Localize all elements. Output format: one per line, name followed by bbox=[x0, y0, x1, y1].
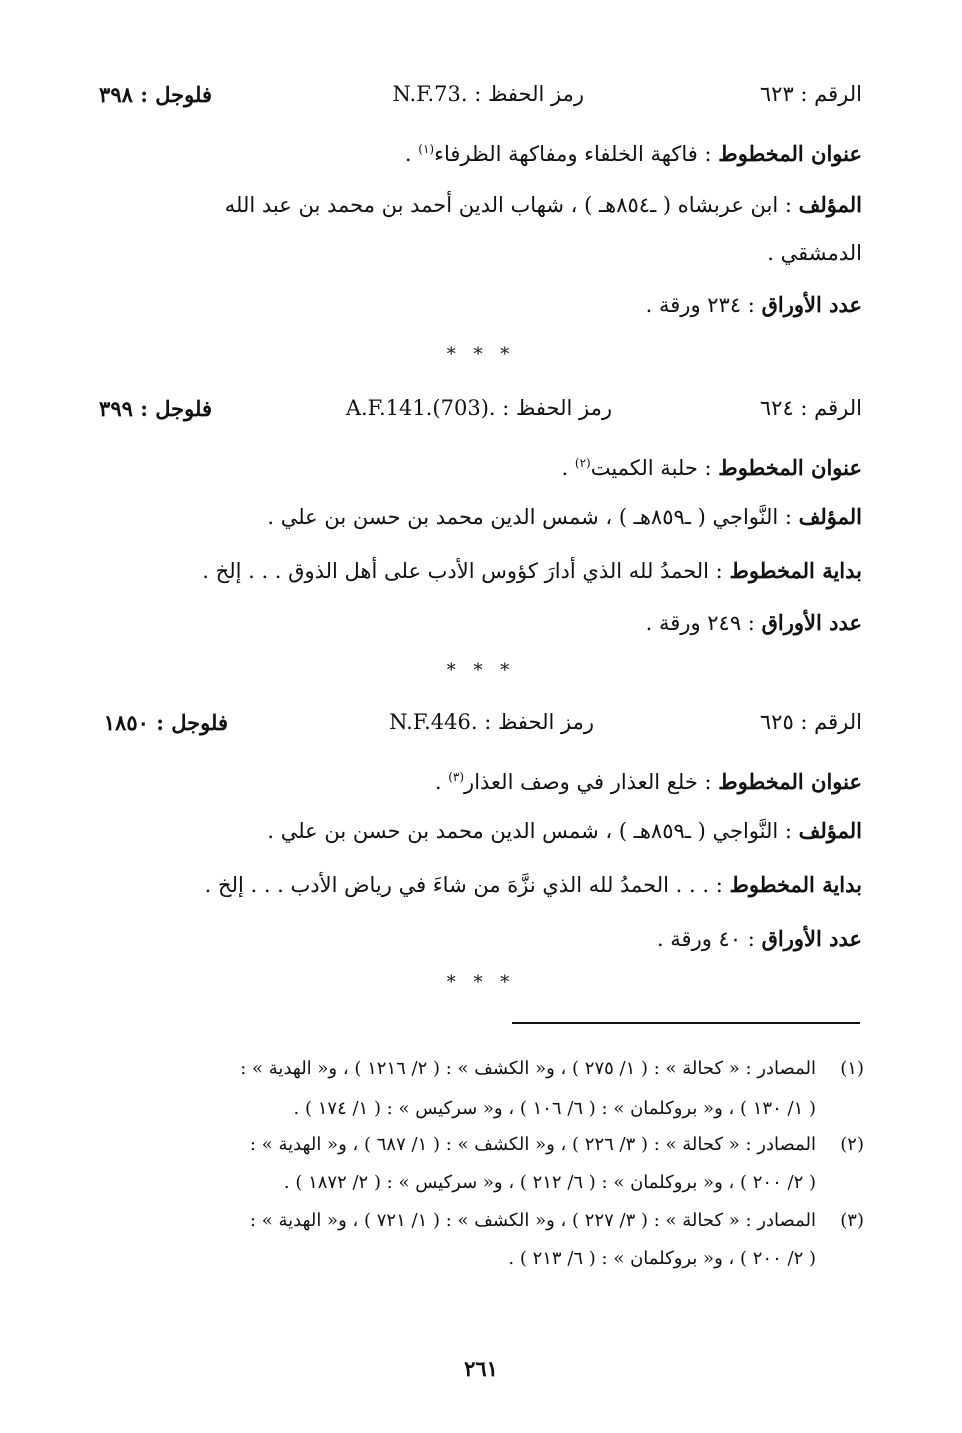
entry-leaves-line bbox=[62, 924, 862, 954]
entry-author-line bbox=[62, 190, 862, 220]
entry-title-line: عنوان المخطوط : حلبة الكميت$^{(٢)}$ . bbox=[561, 455, 862, 480]
leaves-label: عدد الأوراق bbox=[761, 292, 862, 317]
begin-label: بداية المخطوط bbox=[729, 558, 862, 583]
leaves-label: عدد الأوراق bbox=[761, 610, 862, 635]
author-label: المؤلف bbox=[798, 192, 862, 217]
entry-leaves-line bbox=[62, 608, 862, 638]
footnote-2-line1 bbox=[74, 1128, 864, 1162]
footnote-number: (٢) bbox=[840, 1134, 864, 1155]
leaves-text: : ٢٤٩ ورقة . bbox=[645, 611, 755, 635]
section-separator: * * * bbox=[446, 660, 516, 681]
page-number: ٢٦١ bbox=[464, 1356, 498, 1381]
author-label: المؤلف bbox=[798, 504, 862, 529]
entry-flugel: فلوجل : ٣٩٩ bbox=[99, 396, 212, 421]
footnote-rule bbox=[512, 1022, 860, 1024]
entry-flugel: فلوجل : ٣٩٨ bbox=[99, 82, 212, 107]
author-label: المؤلف bbox=[798, 818, 862, 843]
entry-number: الرقم : ٦٢٣ bbox=[759, 82, 862, 106]
title-label: عنوان المخطوط bbox=[718, 769, 862, 794]
footnote-1-line1 bbox=[74, 1052, 864, 1086]
entry-code: رمز الحفظ : .A.F.141.(703) bbox=[345, 396, 612, 420]
begin-text: : الحمدُ لله الذي أدارَ كؤوس الأدب على أهل الذوق . . . إلخ . bbox=[202, 559, 723, 583]
begin-text: : . . . الحمدُ لله الذي نزَّهَ من شاءَ في رياض الأدب . . . إلخ . bbox=[204, 873, 723, 897]
footnote-3-line2: ( ٢/ ٢٠٠ ) ، و« بروكلمان » : ( ٦/ ٢١٣ ) . bbox=[508, 1248, 816, 1269]
footnote-1-line2: ( ١/ ١٣٠ ) ، و« بروكلمان » : ( ٦/ ١٠٦ ) ، و« سركيس » : ( ١/ ١٧٤ ) . bbox=[293, 1098, 816, 1119]
footnote-ref: (١) bbox=[418, 142, 435, 156]
leaves-text: : ٤٠ ورقة . bbox=[656, 927, 755, 951]
entry-author-continuation: الدمشقي . bbox=[767, 241, 862, 265]
leaves-label: عدد الأوراق bbox=[761, 926, 862, 951]
footnote-number: (١) bbox=[840, 1058, 864, 1079]
footnote-text: المصادر : « كحالة » : ( ١/ ٢٧٥ ) ، و« الكشف » : ( ٢/ ١٢١٦ ) ، و« الهدية » : bbox=[240, 1058, 816, 1079]
entry-number: الرقم : ٦٢٤ bbox=[759, 396, 862, 420]
footnote-ref: (٣) bbox=[448, 770, 465, 784]
entry-flugel: فلوجل : ١٨٥٠ bbox=[103, 710, 228, 735]
section-separator: * * * bbox=[446, 344, 516, 365]
footnote-text: المصادر : « كحالة » : ( ٣/ ٢٢٦ ) ، و« الكشف » : ( ١/ ٦٨٧ ) ، و« الهدية » : bbox=[249, 1134, 816, 1155]
entry-leaves-line bbox=[62, 290, 862, 320]
footnote-3-line1 bbox=[74, 1204, 864, 1238]
entry-code: رمز الحفظ : .N.F.446 bbox=[389, 710, 594, 734]
entry-author-line bbox=[62, 816, 862, 846]
author-text: : ابن عربشاه ( ـ٨٥٤هـ ) ، شهاب الدين أحمد بن محمد بن عبد الله bbox=[224, 193, 792, 217]
footnote-number: (٣) bbox=[840, 1210, 864, 1231]
entry-title-line: عنوان المخطوط : فاكهة الخلفاء ومفاكهة الظرفاء$^{(١)}$ . bbox=[404, 141, 862, 166]
entry-title-line: عنوان المخطوط : خلع العذار في وصف العذار$^{(٣)}$ . bbox=[434, 769, 862, 794]
title-label: عنوان المخطوط bbox=[718, 455, 862, 480]
title-text: : فاكهة الخلفاء ومفاكهة الظرفاء bbox=[434, 142, 712, 166]
leaves-text: : ٢٣٤ ورقة . bbox=[645, 293, 755, 317]
title-text: : حلبة الكميت bbox=[590, 456, 712, 480]
footnote-text: المصادر : « كحالة » : ( ٣/ ٢٢٧ ) ، و« الكشف » : ( ١/ ٧٢١ ) ، و« الهدية » : bbox=[249, 1210, 816, 1231]
title-label: عنوان المخطوط bbox=[718, 141, 862, 166]
entry-code: رمز الحفظ : .N.F.73 bbox=[392, 82, 584, 106]
footnote-2-line2: ( ٢/ ٢٠٠ ) ، و« بروكلمان » : ( ٦/ ٢١٢ ) ، و« سركيس » : ( ٢/ ١٨٧٢ ) . bbox=[283, 1172, 816, 1193]
section-separator: * * * bbox=[446, 972, 516, 993]
entry-author-line bbox=[62, 502, 862, 532]
entry-number: الرقم : ٦٢٥ bbox=[759, 710, 862, 734]
author-text: : النَّواجي ( ـ٨٥٩هـ ) ، شمس الدين محمد بن حسن بن علي . bbox=[267, 819, 792, 843]
title-text: : خلع العذار في وصف العذار bbox=[464, 770, 712, 794]
entry-begin-line bbox=[62, 870, 862, 900]
footnote-ref: (٢) bbox=[574, 456, 591, 470]
begin-label: بداية المخطوط bbox=[729, 872, 862, 897]
entry-begin-line bbox=[62, 556, 862, 586]
author-text: : النَّواجي ( ـ٨٥٩هـ ) ، شمس الدين محمد بن حسن بن علي . bbox=[267, 505, 792, 529]
